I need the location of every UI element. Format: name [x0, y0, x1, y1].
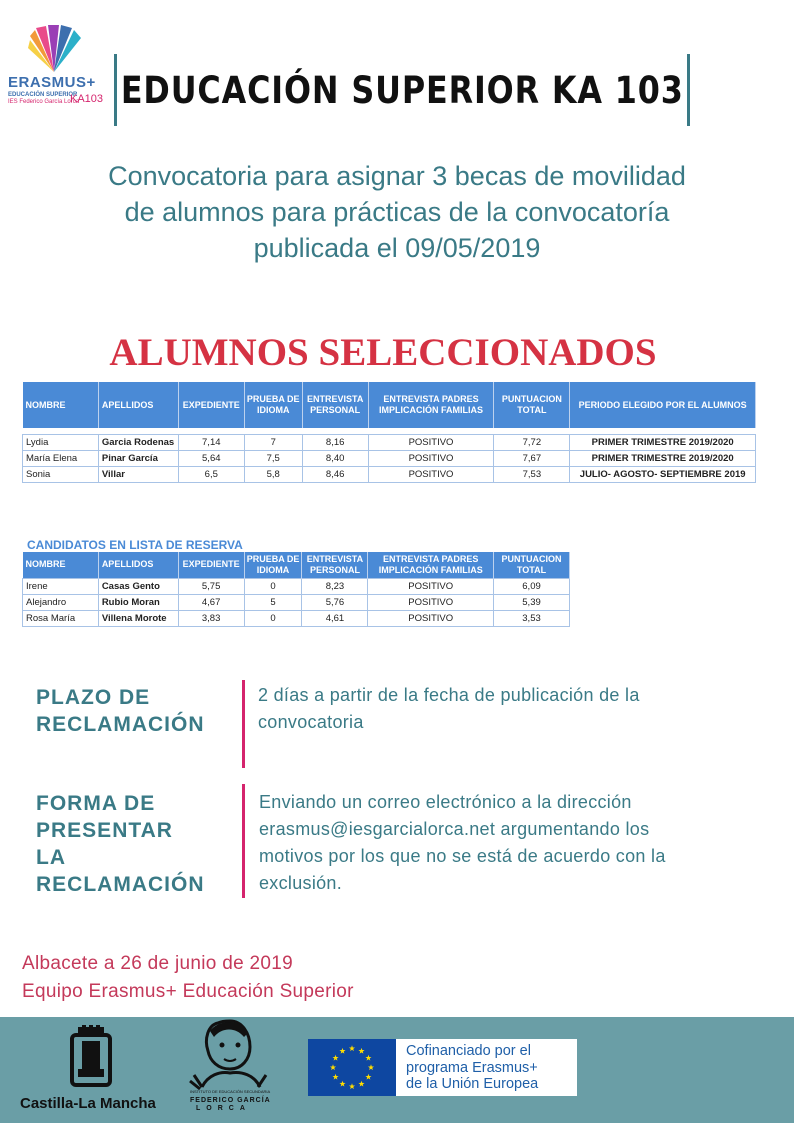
- cell: 4,67: [178, 594, 244, 610]
- logo-school: IES Federico García Lorca: [8, 99, 80, 105]
- column-header: PERIODO ELEGIDO POR EL ALUMNOS: [570, 382, 756, 428]
- cell: 7,53: [494, 466, 570, 482]
- cell: Villena Morote: [98, 610, 178, 626]
- page-title-box: [114, 54, 690, 126]
- method-label: [36, 790, 205, 898]
- table-header-row: [23, 552, 570, 578]
- column-header: NOMBRE: [23, 382, 99, 428]
- column-header: PUNTUACION TOTAL: [494, 552, 570, 578]
- intro-line: de alumnos para prácticas de la convocatoría: [124, 197, 670, 227]
- eu-cofunding-text: [406, 1043, 538, 1093]
- reserve-heading: CANDIDATOS EN LISTA DE RESERVA: [27, 538, 243, 552]
- signature-team: Equipo Erasmus+ Educación Superior: [22, 981, 354, 1002]
- cell: 4,61: [302, 610, 368, 626]
- reserve-table: [22, 552, 570, 627]
- cell: POSITIVO: [368, 594, 494, 610]
- column-header: APELLIDOS: [98, 382, 178, 428]
- page-title: EDUCACIÓN SUPERIOR KA 103: [120, 68, 684, 112]
- cell: 7,14: [178, 434, 244, 450]
- column-header: PRUEBA DE IDIOMA: [244, 552, 302, 578]
- cell: Casas Gento: [98, 578, 178, 594]
- cell: 7: [244, 434, 302, 450]
- logo-name: ERASMUS+: [8, 74, 96, 91]
- eu-cofunding-badge: [308, 1039, 577, 1096]
- cell: 8,40: [302, 450, 368, 466]
- cell: 0: [244, 610, 302, 626]
- table-row: [23, 594, 570, 610]
- cell: 3,53: [494, 610, 570, 626]
- cell: Lydia: [23, 434, 99, 450]
- cell: 7,67: [494, 450, 570, 466]
- cell: María Elena: [23, 450, 99, 466]
- cell: Rosa María: [23, 610, 99, 626]
- cell: POSITIVO: [368, 610, 494, 626]
- column-header: EXPEDIENTE: [178, 552, 244, 578]
- cell: POSITIVO: [368, 466, 494, 482]
- cell: 7,5: [244, 450, 302, 466]
- deadline-label: [36, 684, 205, 738]
- table-row: [23, 450, 756, 466]
- cell: PRIMER TRIMESTRE 2019/2020: [570, 450, 756, 466]
- table-row: [23, 610, 570, 626]
- method-text-line: Enviando un correo electrónico a la dirección: [259, 792, 632, 812]
- intro-paragraph: [0, 158, 794, 266]
- footer-band: [0, 1017, 794, 1123]
- erasmus-logo: [6, 22, 106, 106]
- cell: 5,8: [244, 466, 302, 482]
- erasmus-fan-icon: [26, 22, 82, 74]
- logo-ka: KA103: [70, 93, 104, 105]
- cell: 6,5: [178, 466, 244, 482]
- intro-line: Convocatoria para asignar 3 becas de movilidad: [108, 161, 686, 191]
- signature-date: Albacete a 26 de junio de 2019: [22, 953, 293, 974]
- cell: Garcia Rodenas: [98, 434, 178, 450]
- deadline-text-line: convocatoria: [258, 712, 364, 732]
- method-label-line: FORMA DE: [36, 792, 156, 815]
- table-row: [23, 434, 756, 450]
- cell: Rubio Moran: [98, 594, 178, 610]
- column-header: ENTREVISTA PADRES IMPLICACIÓN FAMILIAS: [368, 552, 494, 578]
- cell: 5,64: [178, 450, 244, 466]
- column-header: ENTREVISTA PADRES IMPLICACIÓN FAMILIAS: [368, 382, 494, 428]
- cell: 8,16: [302, 434, 368, 450]
- column-header: ENTREVISTA PERSONAL: [302, 382, 368, 428]
- column-header: NOMBRE: [23, 552, 99, 578]
- method-text-line: [259, 816, 789, 843]
- castilla-la-mancha-emblem-icon: [66, 1025, 116, 1087]
- cell: 8,46: [302, 466, 368, 482]
- column-header: EXPEDIENTE: [178, 382, 244, 428]
- cell: 6,09: [494, 578, 570, 594]
- cell: Pinar García: [98, 450, 178, 466]
- school-name-2: LORCA: [196, 1105, 251, 1112]
- method-divider: [242, 784, 245, 898]
- selected-table: [22, 382, 756, 483]
- column-header: ENTREVISTA PERSONAL: [302, 552, 368, 578]
- cell: 8,23: [302, 578, 368, 594]
- column-header: PUNTUACION TOTAL: [494, 382, 570, 428]
- method-text-line: exclusión.: [259, 873, 343, 893]
- cell: POSITIVO: [368, 450, 494, 466]
- eu-text-line: de la Unión Europea: [406, 1076, 539, 1092]
- eu-text-line: Cofinanciado por el: [406, 1043, 531, 1059]
- method-label-line: PRESENTAR: [36, 819, 173, 842]
- cell: Sonia: [23, 466, 99, 482]
- cell: POSITIVO: [368, 578, 494, 594]
- deadline-divider: [242, 680, 245, 768]
- method-label-line: RECLAMACIÓN: [36, 873, 205, 896]
- school-name: FEDERICO GARCÍA: [190, 1097, 271, 1104]
- eu-text-line: programa Erasmus+: [406, 1059, 538, 1076]
- cell: PRIMER TRIMESTRE 2019/2020: [570, 434, 756, 450]
- email-link[interactable]: erasmus@iesgarcialorca.net: [259, 819, 496, 839]
- selected-heading: ALUMNOS SELECCIONADOS: [109, 331, 657, 374]
- cell: 5,39: [494, 594, 570, 610]
- cell: Villar: [98, 466, 178, 482]
- school-type: INSTITUTO DE EDUCACIÓN SECUNDARIA: [190, 1089, 271, 1094]
- cell: 5,75: [178, 578, 244, 594]
- deadline-text: [258, 682, 778, 736]
- cell: Alejandro: [23, 594, 99, 610]
- region-name: Castilla-La Mancha: [20, 1095, 156, 1112]
- method-text-fragment: argumentando los: [495, 819, 650, 839]
- table-header-row: [23, 382, 756, 428]
- deadline-label-line: RECLAMACIÓN: [36, 713, 205, 736]
- logo-subtitle: EDUCACIÓN SUPERIOR: [8, 92, 78, 98]
- deadline-label-line: PLAZO DE: [36, 686, 151, 709]
- cell: 0: [244, 578, 302, 594]
- cell: 5: [244, 594, 302, 610]
- cell: POSITIVO: [368, 434, 494, 450]
- cell: 7,72: [494, 434, 570, 450]
- cell: 3,83: [178, 610, 244, 626]
- column-header: PRUEBA DE IDIOMA: [244, 382, 302, 428]
- cell: JULIO- AGOSTO- SEPTIEMBRE 2019: [570, 466, 756, 482]
- table-row: [23, 466, 756, 482]
- column-header: APELLIDOS: [98, 552, 178, 578]
- cell: Irene: [23, 578, 99, 594]
- cell: 5,76: [302, 594, 368, 610]
- method-label-line: LA: [36, 846, 66, 869]
- table-row: [23, 578, 570, 594]
- method-text-line: motivos por los que no se está de acuerdo con la: [259, 846, 666, 866]
- deadline-text-line: 2 días a partir de la fecha de publicación de la: [258, 685, 640, 705]
- intro-line: publicada el 09/05/2019: [253, 233, 541, 263]
- method-text: [259, 789, 789, 897]
- eu-flag-icon: [308, 1039, 396, 1096]
